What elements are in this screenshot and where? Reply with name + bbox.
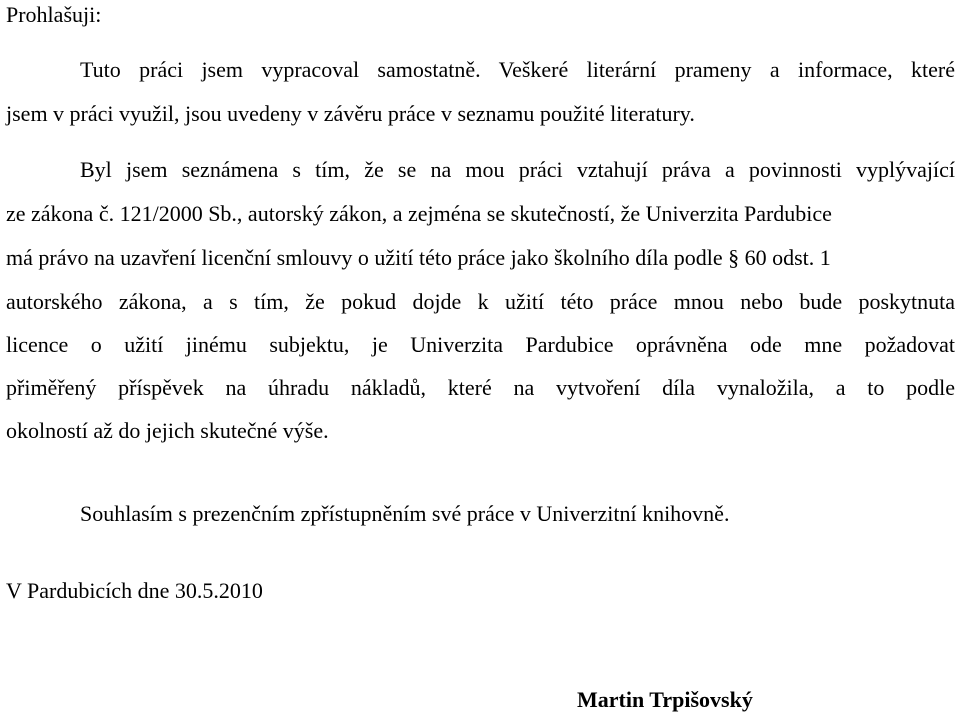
heading: Prohlašuji: xyxy=(6,2,102,27)
paragraph2-line4: autorského zákona, a s tím, že pokud dojde k užití této práce mnou nebo bude poskytnuta xyxy=(6,289,955,314)
paragraph2-line3: má právo na uzavření licenční smlouvy o užití této práce jako školního díla podle § 60 odst. 1 xyxy=(6,245,831,270)
paragraph2-line1: Byl jsem seznámena s tím, že se na mou práci vztahují práva a povinnosti vyplývající xyxy=(80,157,955,182)
consent-statement: Souhlasím s prezenčním zpřístupněním své práce v Univerzitní knihovně. xyxy=(80,501,730,526)
place-date: V Pardubicích dne 30.5.2010 xyxy=(6,578,263,603)
paragraph2-line7: okolností až do jejich skutečné výše. xyxy=(6,418,329,443)
paragraph2-line2: ze zákona č. 121/2000 Sb., autorský zákon, a zejména se skutečností, že Univerzita Pardubice xyxy=(6,201,832,226)
paragraph2-line6: přiměřený příspěvek na úhradu nákladů, které na vytvoření díla vynaložila, a to podle xyxy=(6,375,955,400)
signature-name: Martin Trpišovský xyxy=(577,687,753,712)
paragraph1-line1: Tuto práci jsem vypracoval samostatně. Veškeré literární prameny a informace, které xyxy=(80,57,955,82)
paragraph2-line5: licence o užití jinému subjektu, je Univerzita Pardubice oprávněna ode mne požadovat xyxy=(6,332,955,357)
paragraph1-line2: jsem v práci využil, jsou uvedeny v závěru práce v seznamu použité literatury. xyxy=(6,101,695,126)
